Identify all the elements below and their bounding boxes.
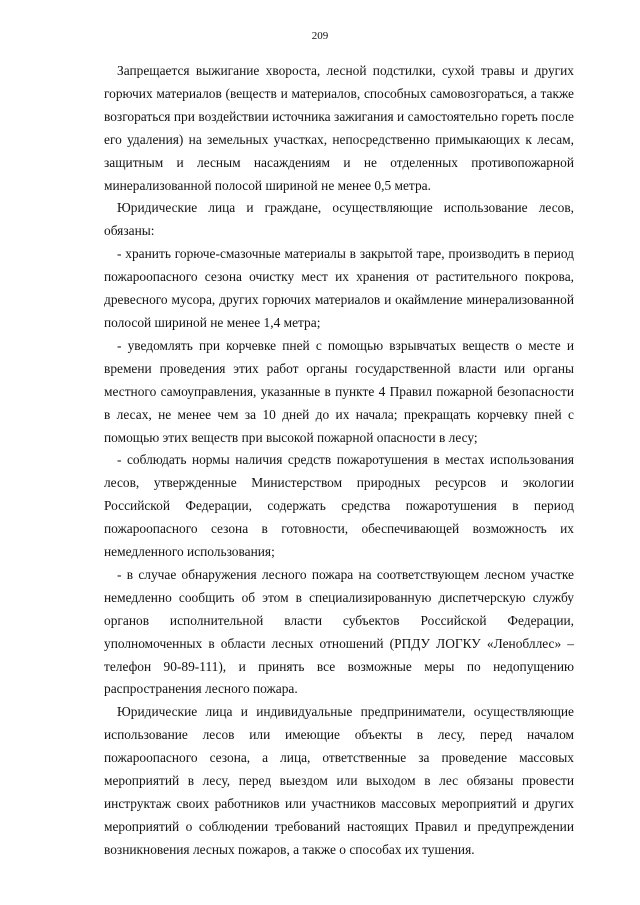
list-item-explosives-notification: - уведомлять при корчевке пней с помощью взрывчатых веществ о месте и времени проведения этих работ органы государственной власти или органы местного самоуправления, указанные в пункте 4 Правил пожарной безопасности в лесах, не менее чем за 10 дней до их начала; прекращать корчевку пней с помощью этих веществ при высокой пожарной опасности в лесу; — [104, 337, 574, 445]
paragraph-obligations-intro: Юридические лица и граждане, осуществляющие использование лесов, обязаны: — [104, 200, 574, 239]
page-number: 209 — [311, 30, 329, 42]
paragraph-burning-prohibition: Запрещается выжигание хвороста, лесной подстилки, сухой травы и других горючих материалов (веществ и материалов, способных самовозгораться, а также возгораться при воздействии источника зажигания и самостоятельно гореть после его удаления) на земельных участках, непосредственно примыкающих к лесам, защитным и лесным насаждениям и не отделенных противопожарной минерализованной полосой шириной не менее 0,5 метра. — [104, 63, 574, 193]
paragraph-instruction-requirement: Юридические лица и индивидуальные предприниматели, осуществляющие использование лесов или имеющие объекты в лесу, перед началом пожароопасного сезона, а лица, ответственные за проведение массовых мероприятий в лесу, перед выездом или выходом в лес обязаны провести инструктаж своих работников или участников массовых мероприятий и других мероприятий о соблюдении требований настоящих Правил и предупреждении возникновения лесных пожаров, а также о способах их тушения. — [104, 704, 574, 857]
list-item-fuel-storage: - хранить горюче-смазочные материалы в закрытой таре, производить в период пожароопасного сезона очистку мест их хранения от растительного покрова, древесного мусора, других горючих материалов и окаймление минерализованной полосой шириной не менее 1,4 метра; — [104, 246, 574, 330]
document-body — [104, 60, 574, 862]
list-item-firefighting-equipment: - соблюдать нормы наличия средств пожаротушения в местах использования лесов, утвержденные Министерством природных ресурсов и экологии Российской Федерации, содержать средства пожаротушения в период пожароопасного сезона в готовности, обеспечивающей возможность их немедленного использования; — [104, 452, 574, 560]
list-item-fire-reporting: - в случае обнаружения лесного пожара на соответствующем лесном участке немедленно сообщить об этом в специализированную диспетчерскую службу органов исполнительной власти субъектов Российской Федерации, уполномоченных в области лесных отношений (РПДУ ЛОГКУ «Ленобллес» – телефон 90-89-111), и принять все возможные меры по недопущению распространения лесного пожара. — [104, 566, 574, 697]
